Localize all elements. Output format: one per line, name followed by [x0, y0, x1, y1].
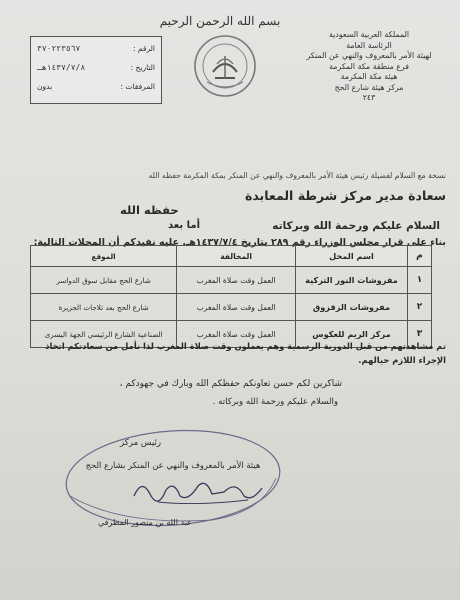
reference-box [30, 36, 162, 104]
row-num: ٣ [407, 321, 431, 348]
table-header-row [31, 246, 432, 267]
org-line: لهيئة الأمر بالمعروف والنهي عن المنكر [306, 51, 432, 60]
row-shop: مفروشات النور التركية [296, 267, 408, 294]
org-line: مركز هيئة شارع الحج [334, 82, 404, 92]
basmala: بسم الله الرحمن الرحيم [159, 14, 281, 28]
ref-date-value: ١٤٣٧/٧/٨هـ [37, 63, 86, 72]
ref-attachments-row [37, 82, 155, 91]
greeting: السلام عليكم ورحمة الله وبركاته [272, 220, 440, 232]
signatory-name: عبد الله بن منصور المطرفي [98, 518, 192, 527]
observation-line-1: تم مشاهدتهم من قبل الدورية الرسمية وهم يعملون وقت صلاة المغرب لذا نأمل من سعادتكم اتخاذ [45, 341, 446, 351]
signature-title: رئيس مركز [120, 438, 162, 448]
row-shop: مركز الريم للعكوس [296, 321, 408, 348]
row-violation: العمل وقت صلاة المغرب [177, 294, 296, 321]
amma-bad: أما بعد [168, 220, 201, 231]
header-violation: المخالفة [177, 246, 296, 267]
ref-number-value: ٣٧٠٢٢٣٥٦٧ [37, 44, 81, 53]
org-line: المملكة العربية السعودية [329, 30, 409, 39]
org-line: الرئاسة العامة [346, 40, 392, 50]
ref-attachments-value: بدون [37, 82, 53, 91]
addressee: سعادة مدير مركز شرطة المعابدة [244, 188, 446, 203]
row-location: شارع الحج مقابل سوق الدواسر [31, 267, 177, 294]
table-row [31, 294, 432, 321]
header-shop: اسم المحل [296, 246, 408, 267]
ref-attachments-label: المرفقات : [120, 82, 155, 91]
header-location: الموقع [31, 246, 177, 267]
row-location: الصناعية الشارع الرئيسي الجهة اليسرى [31, 321, 177, 348]
org-line: ٢٤٣ [362, 93, 376, 102]
row-violation: العمل وقت صلاة المغرب [177, 267, 296, 294]
header-num: م [407, 246, 431, 267]
row-num: ٢ [407, 294, 431, 321]
ref-number-row [37, 44, 155, 53]
honorific: حفظه الله [120, 203, 179, 217]
row-num: ١ [407, 267, 431, 294]
table-row [31, 267, 432, 294]
violations-table [30, 245, 432, 348]
thanks-line: شاكرين لكم حسن تعاونكم حفظكم الله وبارك في جهودكم ، [119, 379, 342, 389]
organization-header [294, 30, 444, 104]
observation-line-2: الإجراء اللازم حيالهم. [358, 355, 446, 365]
palm-swords-emblem-icon [193, 34, 257, 98]
ref-number-label: الرقم : [133, 44, 155, 53]
org-line: هيئة مكة المكرمة [340, 72, 398, 81]
row-shop: مفروشات الزقزوق [296, 294, 408, 321]
row-violation: العمل وقت صلاة المغرب [177, 321, 296, 348]
row-location: شارع الحج بعد ثلاجات الجزيرة [31, 294, 177, 321]
signature-organization: هيئة الأمر بالمعروف والنهي عن المنكر بشارع الحج [85, 460, 261, 470]
handwritten-signature [128, 472, 268, 508]
copy-line: نسخة مع السلام لفضيلة رئيس هيئة الأمر بالمعروف والنهي عن المنكر بمكة المكرمة حفظه الله [148, 171, 446, 180]
org-line: فرع منطقة مكة المكرمة [329, 61, 409, 71]
ref-date-row [37, 63, 155, 72]
closing-line: والسلام عليكم ورحمة الله وبركاته . [212, 397, 338, 407]
ref-date-label: التاريخ : [130, 63, 155, 72]
intro-paragraph: بناء على قرار مجلس الوزراء رقم ٢٨٩ بتاريخ ١٤٣٧/٧/٤هـ. عليه نفيدكم أن المحلات التالية: [33, 237, 446, 248]
